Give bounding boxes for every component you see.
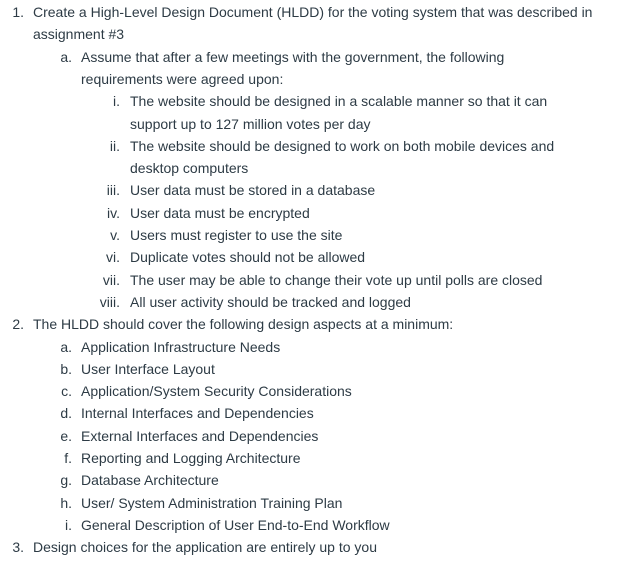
- list-item-text-level-3: The website should be designed in a scalable manner so that it can: [130, 93, 548, 110]
- list-item-text-level-3: desktop computers: [130, 160, 249, 177]
- list-marker-level-2: g.: [60, 472, 72, 489]
- list-item-text-level-2: User Interface Layout: [81, 360, 215, 377]
- list-item-text-level-3: Users must register to use the site: [130, 227, 343, 243]
- list-marker-level-3: i.: [113, 93, 120, 110]
- list-item-text-level-2: Application/System Security Considerations: [81, 383, 352, 400]
- list-marker-level-3: v.: [110, 227, 120, 243]
- list-item-text-level-3: support up to 127 million votes per day: [130, 115, 371, 132]
- list-marker-level-2: a.: [60, 338, 72, 355]
- list-item-text-level-1: assignment #3: [33, 26, 125, 43]
- list-item-text-level-3: All user activity should be tracked and logged: [130, 293, 411, 310]
- list-marker-level-2: e.: [60, 427, 72, 444]
- list-item-text-level-1: The HLDD should cover the following design aspects at a minimum:: [33, 316, 454, 333]
- list-item-text-level-2: Assume that after a few meetings with the government, the following: [81, 48, 505, 65]
- list-marker-level-3: iv.: [107, 204, 120, 221]
- list-marker-level-3: vi.: [106, 249, 120, 266]
- list-item-text-level-3: User data must be encrypted: [130, 204, 310, 221]
- list-item-text-level-2: External Interfaces and Dependencies: [81, 427, 319, 444]
- list-marker-level-3: viii.: [99, 293, 120, 310]
- list-item-text-level-1: Create a High-Level Design Document (HLDD) for the voting system that was described in: [33, 4, 593, 20]
- list-item-text-level-2: Reporting and Logging Architecture: [81, 450, 301, 466]
- list-item-text-level-3: User data must be stored in a database: [130, 182, 376, 199]
- list-item-text-level-3: The website should be designed to work on both mobile devices and: [130, 137, 555, 154]
- list-marker-level-2: c.: [61, 383, 72, 400]
- list-item-text-level-3: Duplicate votes should not be allowed: [130, 249, 366, 266]
- list-marker-level-1: 3.: [12, 539, 24, 556]
- list-item-text-level-2: requirements were agreed upon:: [81, 70, 284, 87]
- list-item-text-level-2: Database Architecture: [81, 472, 219, 489]
- list-marker-level-2: d.: [60, 405, 72, 422]
- list-marker-level-2: a.: [60, 48, 72, 65]
- list-item-text-level-2: General Description of User End-to-End Workflow: [81, 516, 390, 533]
- list-item-text-level-2: Application Infrastructure Needs: [81, 338, 281, 355]
- list-marker-level-2: f.: [64, 450, 72, 466]
- list-item-text-level-2: User/ System Administration Training Plan: [81, 494, 343, 511]
- list-marker-level-3: iii.: [106, 182, 120, 199]
- list-marker-level-1: 1.: [12, 4, 24, 20]
- list-marker-level-1: 2.: [12, 316, 24, 333]
- list-marker-level-2: b.: [60, 360, 72, 377]
- list-item-text-level-1: Design choices for the application are entirely up to you: [33, 539, 377, 556]
- list-marker-level-3: vii.: [102, 271, 120, 288]
- list-item-text-level-2: Internal Interfaces and Dependencies: [81, 405, 314, 422]
- list-item-text-level-3: The user may be able to change their vote up until polls are closed: [130, 271, 543, 288]
- list-marker-level-3: ii.: [109, 137, 120, 154]
- list-marker-level-2: h.: [60, 494, 72, 511]
- list-marker-level-2: i.: [65, 516, 72, 533]
